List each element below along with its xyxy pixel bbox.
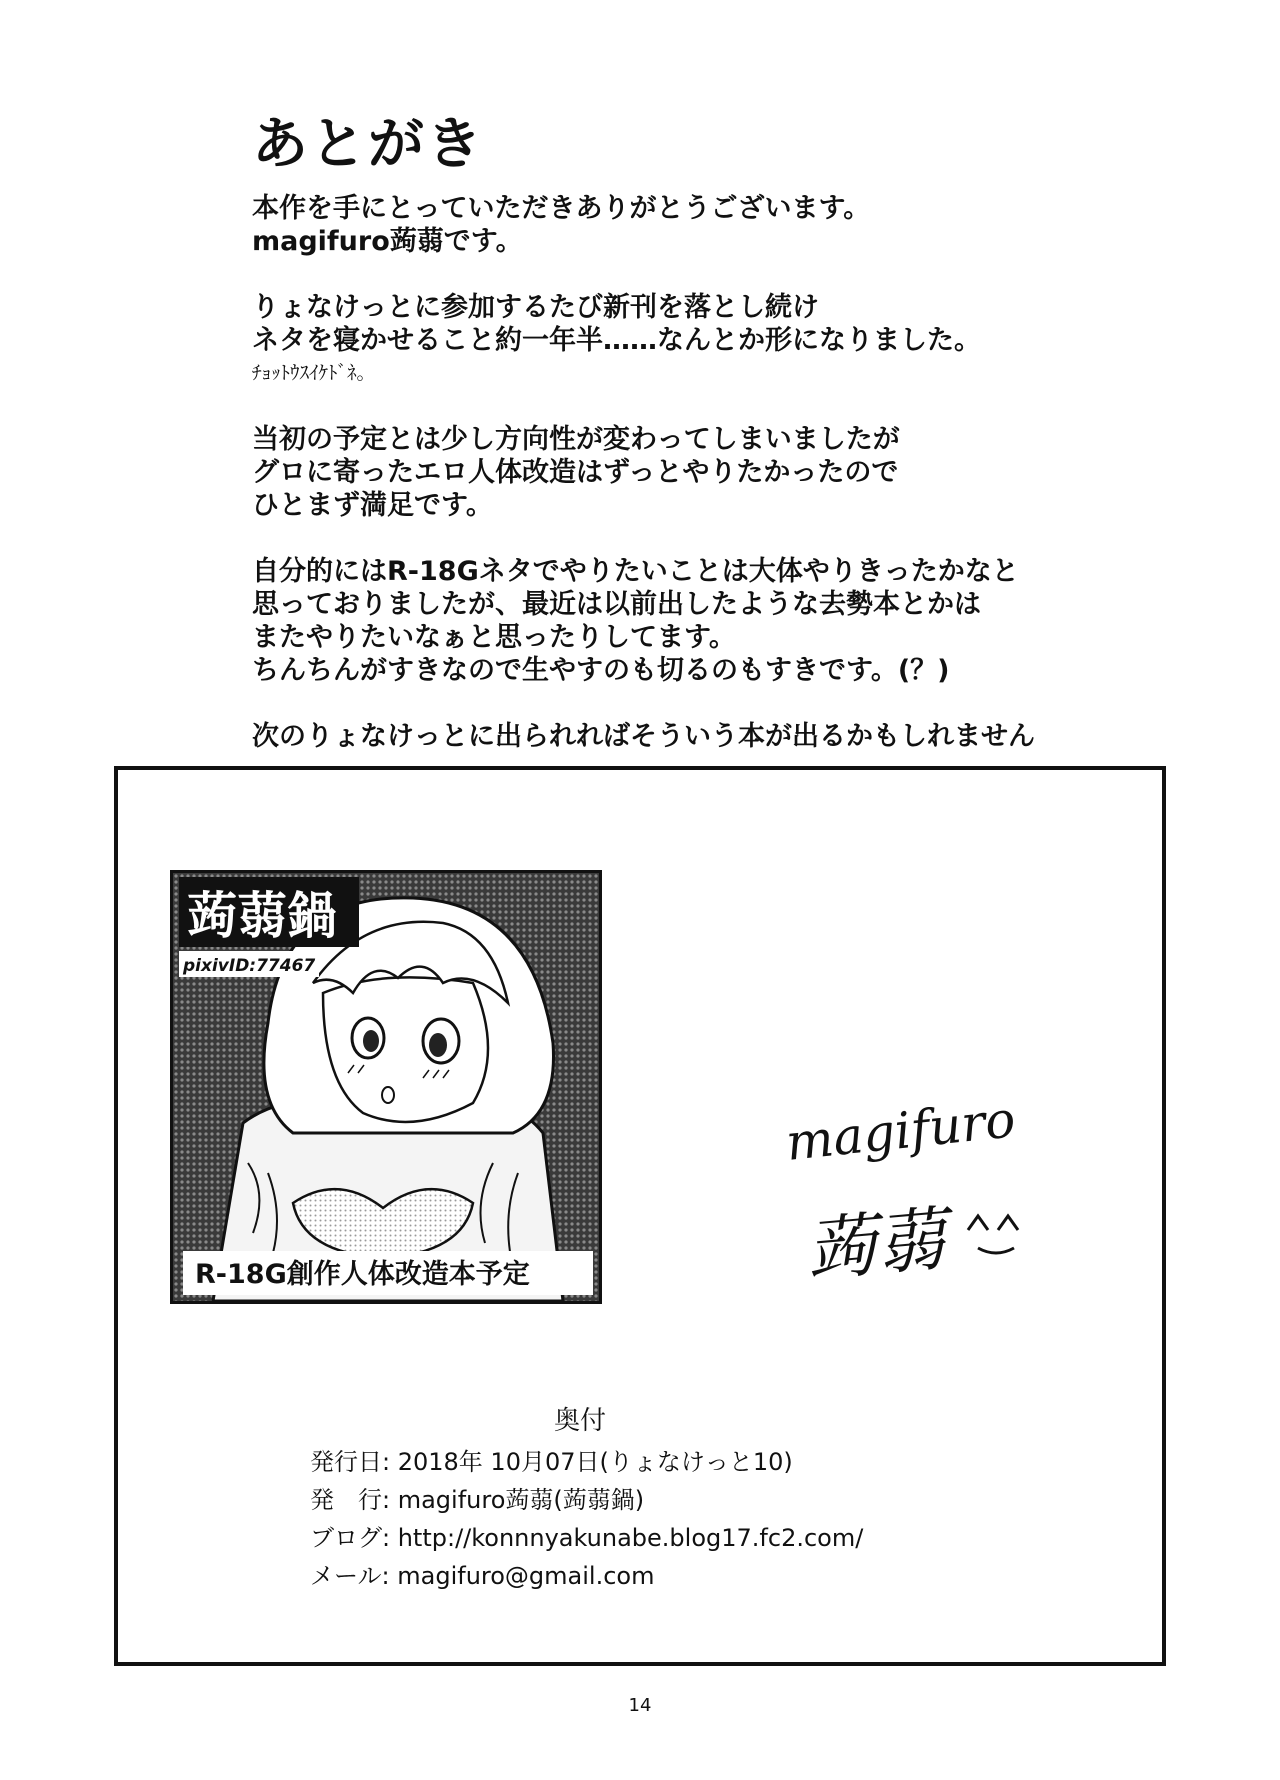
colophon-row-publisher: 発 行: magifuro蒟蒻(蒟蒻鍋) xyxy=(310,1486,645,1514)
colophon-label: 発行日 xyxy=(310,1448,382,1476)
circle-flyer xyxy=(170,870,602,1304)
pixiv-id: pixivID:77467 xyxy=(183,956,316,976)
afterword-line: 次のりょなけっとに出られればそういう本が出るかもしれません xyxy=(252,721,1035,752)
colophon-box xyxy=(114,766,1166,1666)
afterword-paragraph-1 xyxy=(252,192,1152,258)
signature-kanji: 蒟蒻 xyxy=(802,1198,949,1292)
smiley-icon xyxy=(968,1216,1018,1253)
colophon-title: 奥付 xyxy=(553,1406,606,1436)
page-title: あとがき xyxy=(252,112,484,177)
afterword-paragraph-5 xyxy=(252,720,1152,753)
colophon-row-date: 発行日: 2018年 10月07日(りょなけっと10) xyxy=(310,1448,793,1476)
afterword-line: りょなけっとに参加するたび新刊を落とし続け xyxy=(252,292,819,323)
figure-mouth xyxy=(382,1087,394,1103)
colophon-value: 2018年 10月07日(りょなけっと10) xyxy=(397,1448,793,1476)
afterword-text xyxy=(252,192,1152,786)
afterword-line: ネタを寝かせること約一年半……なんとか形になりました。 xyxy=(252,325,981,356)
colophon xyxy=(310,1400,1010,1595)
colophon-row-mail: メール: magifuro@gmail.com xyxy=(310,1562,655,1590)
afterword-line: ひとまず満足です。 xyxy=(252,490,493,521)
afterword-line: ちんちんがすきなので生やすのも切るのもすきです。(？) xyxy=(252,655,950,686)
colophon-value: magifuro蒟蒻(蒟蒻鍋) xyxy=(397,1486,645,1514)
colophon-mail-link[interactable]: magifuro@gmail.com xyxy=(397,1562,655,1590)
figure-right-pupil xyxy=(429,1033,447,1057)
afterword-line: 自分的にはR-18Gネタでやりたいことは大体やりきったかなと xyxy=(252,556,1019,587)
figure-left-pupil xyxy=(363,1030,379,1052)
afterword-line: グロに寄ったエロ人体改造はずっとやりたかったので xyxy=(252,457,899,488)
afterword-paragraph-2 xyxy=(252,291,1152,390)
author-signature xyxy=(758,1100,1118,1320)
circle-flyer-illustration xyxy=(173,873,599,1301)
afterword-paragraph-4 xyxy=(252,555,1152,687)
afterword-line: 思っておりましたが、最近は以前出したような去勢本とかは xyxy=(252,589,981,620)
afterword-line: magifuro蒟蒻です。 xyxy=(252,226,523,257)
flyer-tagline: R-18G創作人体改造本予定 xyxy=(195,1259,530,1290)
afterword-line: 当初の予定とは少し方向性が変わってしまいましたが xyxy=(252,424,900,455)
afterword-paragraph-3 xyxy=(252,423,1152,522)
circle-name: 蒟蒻鍋 xyxy=(187,887,337,945)
colophon-row-blog: ブログ: http://konnnyakunabe.blog17.fc2.com/ xyxy=(310,1524,864,1552)
colophon-blog-link[interactable]: http://konnnyakunabe.blog17.fc2.com/ xyxy=(397,1524,864,1552)
signature-name: magifuro xyxy=(783,1100,1018,1172)
afterword-line: またやりたいなぁと思ったりしてます。 xyxy=(252,622,736,653)
afterword-line: 本作を手にとっていただきありがとうございます。 xyxy=(252,193,871,224)
signature-drawing xyxy=(758,1100,1118,1320)
colophon-label: ブログ xyxy=(310,1524,382,1552)
colophon-label: 発 行 xyxy=(310,1486,382,1514)
page-number: 14 xyxy=(628,1695,652,1716)
afterword-line-aside: ﾁｮｯﾄｳｽｲｹﾄﾞﾈ。 xyxy=(252,362,376,384)
colophon-label: メール xyxy=(310,1562,382,1590)
